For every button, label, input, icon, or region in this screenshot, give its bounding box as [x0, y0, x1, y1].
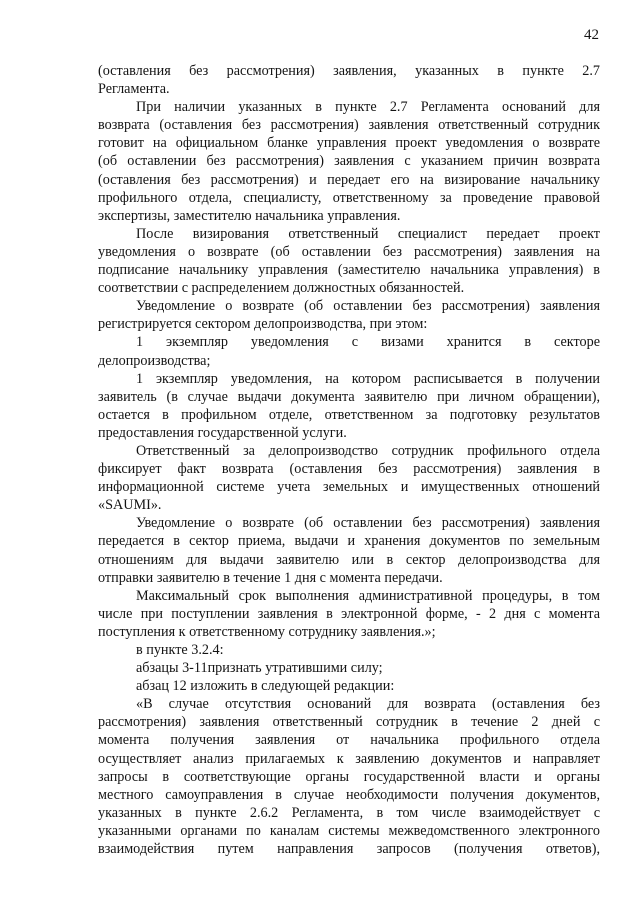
text-line: в пункте 3.2.4:	[136, 642, 224, 658]
text-line: (оставления без рассмотрения) заявления, указанных в пункте 2.7	[98, 63, 600, 79]
text-line: остается в профильном отделе, ответственном за подготовку результатов	[98, 406, 600, 423]
text-line: 1 экземпляр уведомления, на котором расписывается в получении	[136, 370, 600, 387]
text-line: экспертизы, заместителю начальника управления.	[98, 207, 401, 224]
text-line: Уведомление о возврате (об оставлении без рассмотрения) заявления	[136, 515, 600, 532]
text-line: «SAUMI».	[98, 497, 162, 514]
text-line: Уведомление о возврате (об оставлении без рассмотрения) заявления	[136, 298, 600, 315]
paragraph	[98, 442, 600, 514]
document-body	[98, 62, 600, 858]
text-line: абзац 12 изложить в следующей редакции:	[136, 678, 395, 695]
text-line: Ответственный за делопроизводство сотрудник профильного отдела	[136, 442, 600, 459]
page-number: 42	[584, 27, 599, 43]
text-line: профильного отдела, специалисту, ответственному за проведение правовой	[98, 189, 600, 206]
text-line: указанных в пункте 2.6.2 Регламента, в том числе взаимодействует с	[98, 804, 600, 821]
text-line: После визирования ответственный специалист передает проект	[136, 225, 600, 242]
text-line: числе при поступлении заявления в электронной форме, - 2 дня с момента	[98, 605, 600, 622]
text-line: (об оставлении без рассмотрения) заявления с указанием причин возврата	[98, 153, 600, 170]
text-line: информационной системе учета земельных и имущественных отношений	[98, 479, 600, 496]
paragraph	[98, 297, 600, 333]
text-line: уведомления о возврате (об оставлении без рассмотрения) заявления на	[98, 243, 600, 260]
text-line: 1 экземпляр уведомления с визами хранится в секторе	[136, 334, 600, 351]
text-line: Регламента.	[98, 81, 170, 98]
paragraph	[98, 370, 600, 442]
text-line: рассмотрения) заявления ответственный сотрудник в течение 2 дней с	[98, 714, 600, 731]
paragraph	[98, 225, 600, 297]
paragraph	[98, 98, 600, 225]
text-line: регистрируется сектором делопроизводства, при этом:	[98, 316, 428, 333]
text-line: предоставления государственной услуги.	[98, 424, 347, 441]
text-line: отправки заявителю в течение 1 дня с момента передачи.	[98, 569, 443, 586]
text-line: взаимодействия путем направления запросов (получения ответов),	[98, 841, 600, 858]
paragraph	[98, 677, 600, 695]
text-line: запросы в соответствующие органы государственной власти и органы	[98, 768, 600, 785]
text-line: передается в сектор приема, выдачи и хранения документов по земельным	[98, 533, 600, 550]
text-line: местного самоуправления в случае необходимости получения документов,	[98, 786, 600, 803]
text-line: готовит на официальном бланке управления проект уведомления о возврате	[98, 135, 600, 152]
text-line: (оставления без рассмотрения) и передает его на визирование начальнику	[98, 171, 600, 188]
text-line: фиксирует факт возврата (оставления без рассмотрения) заявления в	[98, 461, 600, 478]
text-line: соответствии с распределением должностных обязанностей.	[98, 280, 465, 297]
paragraph	[98, 695, 600, 858]
text-line: осуществляет анализ прилагаемых к заявлению документов и направляет	[98, 750, 600, 767]
text-line: указанными органами по каналам системы межведомственного электронного	[98, 822, 600, 839]
text-line: Максимальный срок выполнения административной процедуры, в том	[136, 587, 600, 604]
text-line: отношениям для выдачи заявителю или в сектор делопроизводства для	[98, 551, 600, 568]
paragraph	[98, 659, 600, 677]
text-line: При наличии указанных в пункте 2.7 Регламента оснований для	[136, 99, 600, 116]
paragraph	[98, 587, 600, 641]
text-line: поступления к ответственному сотруднику заявления.»;	[98, 623, 436, 640]
text-line: момента получения заявления от начальника профильного отдела	[98, 732, 600, 749]
text-line: возврата (оставления без рассмотрения) заявления ответственный сотрудник	[98, 117, 600, 134]
paragraph	[98, 62, 600, 98]
text-line: делопроизводства;	[98, 352, 211, 369]
paragraph	[98, 514, 600, 586]
text-line: «В случае отсутствия оснований для возврата (оставления без	[136, 696, 600, 713]
text-line: заявитель (в случае выдачи документа заявителю при личном обращении),	[98, 388, 600, 405]
text-line: абзацы 3-11признать утратившими силу;	[136, 660, 383, 677]
text-line: подписание начальнику управления (заместителю начальника управления) в	[98, 262, 600, 279]
paragraph	[98, 333, 600, 369]
paragraph	[98, 641, 600, 659]
